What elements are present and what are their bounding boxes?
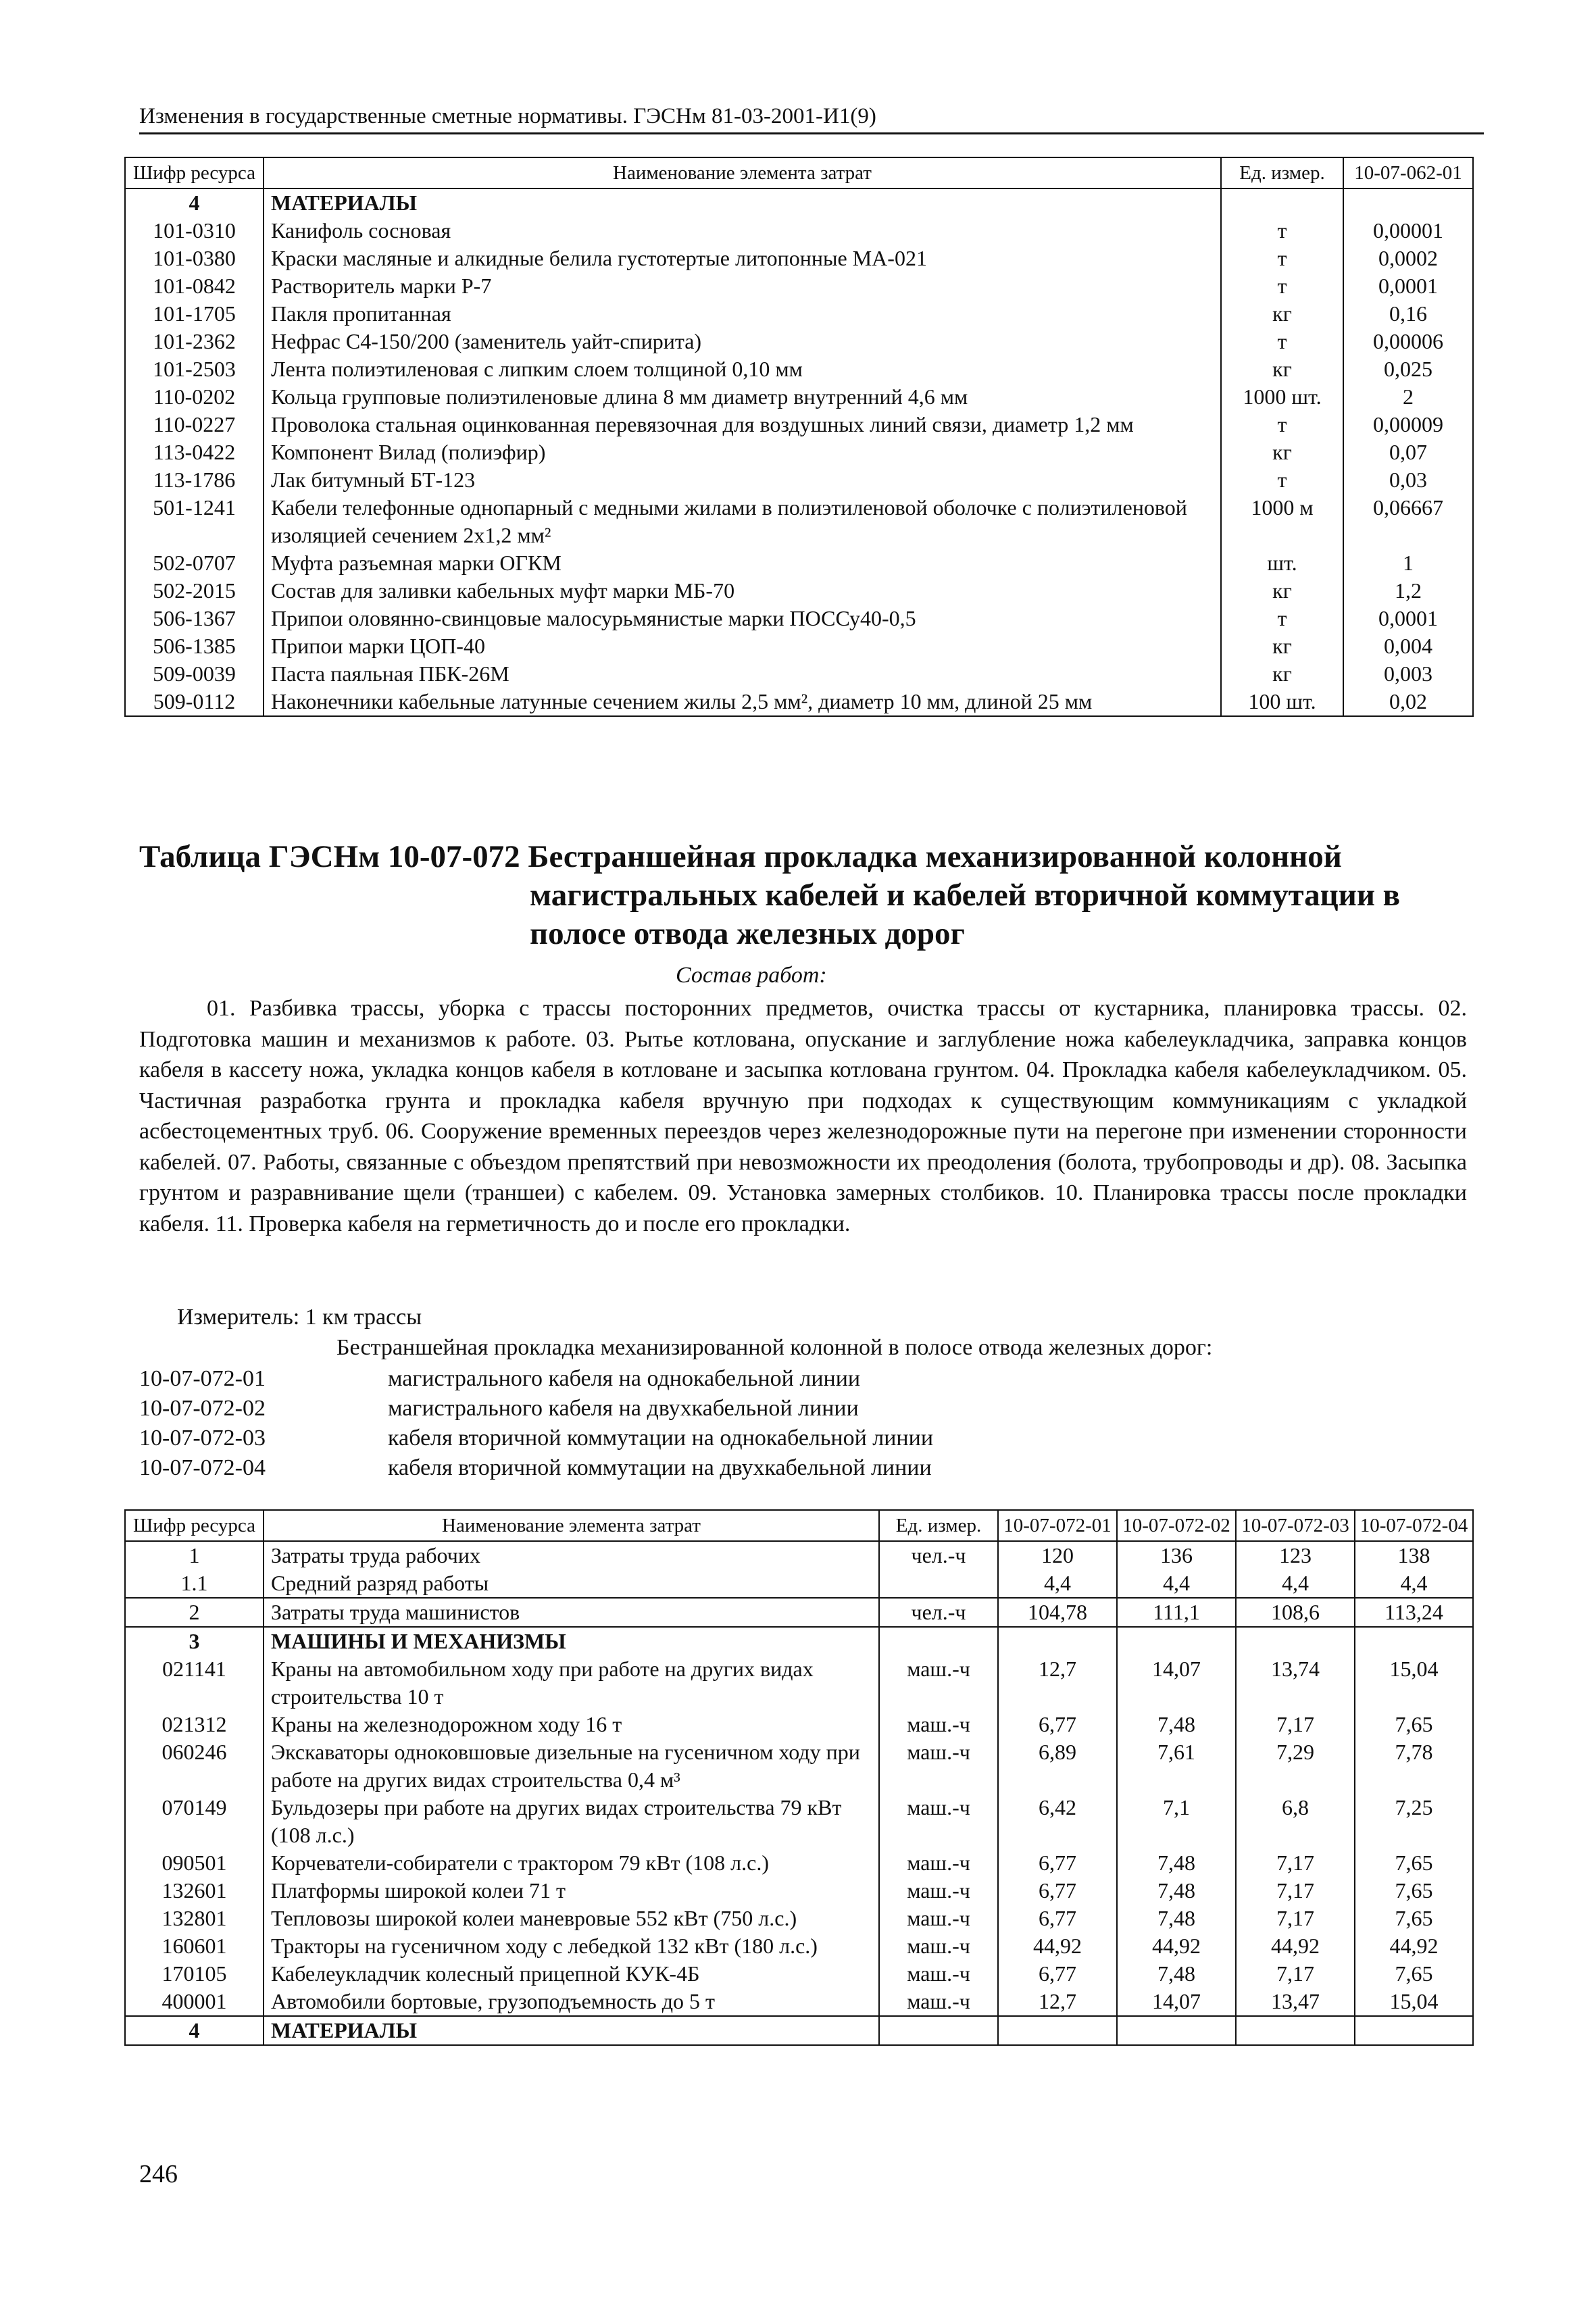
norm-value-03: 7,17 (1236, 1960, 1355, 1988)
norm-value-03: 4,4 (1236, 1569, 1355, 1598)
variant-line (139, 1453, 932, 1483)
resource-unit: маш.-ч (879, 1711, 998, 1738)
resource-code: 113-1786 (125, 466, 264, 494)
resource-name: Кольца групповые полиэтиленовые длина 8 мм диаметр внутренний 4,6 мм (264, 383, 1221, 411)
norm-value-01: 6,89 (998, 1738, 1117, 1794)
header-norm: 10-07-062-01 (1343, 157, 1473, 188)
resource-code: 132801 (125, 1905, 264, 1932)
resource-code: 4 (125, 2016, 264, 2045)
table-row (125, 1905, 1473, 1932)
resources-table-body (125, 1541, 1473, 2045)
table-row (125, 577, 1473, 605)
resource-code: 3 (125, 1627, 264, 1655)
norm-value-02 (1117, 1627, 1236, 1655)
resource-code: 021312 (125, 1711, 264, 1738)
norm-value-04: 7,25 (1355, 1794, 1473, 1849)
norm-value-02: 14,07 (1117, 1655, 1236, 1711)
resource-code: 132601 (125, 1877, 264, 1905)
table-row (125, 1932, 1473, 1960)
resource-unit: кг (1221, 577, 1343, 605)
header-code: Шифр ресурса (125, 157, 264, 188)
table-title-line-2: магистральных кабелей и кабелей вторичной коммутации в (530, 878, 1401, 913)
table-row (125, 1794, 1473, 1849)
resource-name: Тепловозы широкой колеи маневровые 552 кВт (750 л.с.) (264, 1905, 879, 1932)
table-row (125, 1627, 1473, 1655)
norm-value-03 (1236, 1627, 1355, 1655)
resource-unit (1221, 188, 1343, 217)
norm-value-03: 123 (1236, 1541, 1355, 1569)
table-row (125, 217, 1473, 245)
resource-name: Пакля пропитанная (264, 300, 1221, 328)
norm-value-04: 7,78 (1355, 1738, 1473, 1794)
norm-value-01 (998, 1627, 1117, 1655)
header-code: Шифр ресурса (125, 1510, 264, 1541)
norm-value-01: 120 (998, 1541, 1117, 1569)
table-row (125, 411, 1473, 438)
variant-line (139, 1424, 933, 1453)
resource-name: Припои марки ЦОП-40 (264, 632, 1221, 660)
norm-value-01: 6,77 (998, 1849, 1117, 1877)
composition-text: 01. Разбивка трассы, уборка с трассы посторонних предметов, очистка трассы от кустарника, планировка трассы. 02. Подготовка машин и механизмов к работе. 03. Рытье котлована, опускание и заглубление ножа кабелеукладчика, заправка концов кабеля в кассету ножа, укладка концов кабеля в котловане и засыпка котлована грунтом. 04. Прокладка кабеля кабелеукладчиком. 05. Частичная разработка грунта и прокладка кабеля вручную при подходах к существующим коммуникациям с укладкой асбестоцементных труб. 06. Сооружение временных переездов через железнодорожные пути на перегоне при изменении сторонности кабелей. 07. Работы, связанные с объездом препятствий при невозможности их преодоления (болота, трубопроводы и др). 08. Засыпка грунтом и разравнивание щели (траншеи) с кабелем. 09. Установка замерных столбиков. 10. Планировка трассы после прокладки кабеля. 11. Проверка кабеля на герметичность до и после его прокладки. (139, 996, 1467, 1236)
resource-code: 506-1367 (125, 605, 264, 632)
norm-value-01: 12,7 (998, 1988, 1117, 2016)
table-row (125, 1988, 1473, 2016)
variant-text: кабеля вторичной коммутации на однокабельной линии (388, 1426, 934, 1451)
table-row (125, 632, 1473, 660)
variants-intro: Бестраншейная прокладка механизированной колонной в полосе отвода железных дорог: (336, 1335, 1213, 1360)
table-row (125, 688, 1473, 716)
table-row (125, 1960, 1473, 1988)
norm-value-01: 6,77 (998, 1905, 1117, 1932)
variant-code: 10-07-072-01 (139, 1366, 266, 1391)
resource-code: 501-1241 (125, 494, 264, 549)
resource-code: 509-0039 (125, 660, 264, 688)
norm-value-01: 104,78 (998, 1598, 1117, 1627)
resource-code: 113-0422 (125, 438, 264, 466)
resource-name: Растворитель марки Р-7 (264, 272, 1221, 300)
table-title-line-1: Таблица ГЭСНм 10-07-072 Бестраншейная прокладка механизированной колонной (139, 839, 1342, 874)
resource-code: 400001 (125, 1988, 264, 2016)
norm-value-04: 44,92 (1355, 1932, 1473, 1960)
resource-name: Наконечники кабельные латунные сечением жилы 2,5 мм², диаметр 10 мм, длиной 25 мм (264, 688, 1221, 716)
resource-code: 2 (125, 1598, 264, 1627)
resource-unit: маш.-ч (879, 1877, 998, 1905)
resource-unit: 100 шт. (1221, 688, 1343, 716)
norm-value-03: 13,74 (1236, 1655, 1355, 1711)
variant-text: кабеля вторичной коммутации на двухкабельной линии (388, 1455, 932, 1480)
resource-code: 101-0380 (125, 245, 264, 272)
resource-value: 0,0001 (1343, 605, 1473, 632)
norm-value-04 (1355, 1627, 1473, 1655)
table-row (125, 272, 1473, 300)
norm-value-03: 7,17 (1236, 1905, 1355, 1932)
norm-value-04: 7,65 (1355, 1877, 1473, 1905)
table-row (125, 1849, 1473, 1877)
norm-value-02: 7,48 (1117, 1877, 1236, 1905)
variant-code: 10-07-072-02 (139, 1396, 266, 1421)
resource-value: 1,2 (1343, 577, 1473, 605)
resource-unit: кг (1221, 355, 1343, 383)
norm-value-03: 108,6 (1236, 1598, 1355, 1627)
norm-value-03: 6,8 (1236, 1794, 1355, 1849)
resource-name: Тракторы на гусеничном ходу с лебедкой 132 кВт (180 л.с.) (264, 1932, 879, 1960)
resource-value: 0,00009 (1343, 411, 1473, 438)
resource-value: 0,16 (1343, 300, 1473, 328)
resource-unit: т (1221, 605, 1343, 632)
resource-name: Платформы широкой колеи 71 т (264, 1877, 879, 1905)
header-norm-02: 10-07-072-02 (1117, 1510, 1236, 1541)
norm-value-02: 7,48 (1117, 1905, 1236, 1932)
resource-unit: т (1221, 245, 1343, 272)
table-row (125, 2016, 1473, 2045)
norm-value-04: 15,04 (1355, 1988, 1473, 2016)
norm-value-01: 6,42 (998, 1794, 1117, 1849)
table-row (125, 1738, 1473, 1794)
norm-value-04: 7,65 (1355, 1905, 1473, 1932)
resource-name: Краны на железнодорожном ходу 16 т (264, 1711, 879, 1738)
table-row (125, 245, 1473, 272)
norm-value-02: 44,92 (1117, 1932, 1236, 1960)
table-row (125, 1711, 1473, 1738)
resource-name: Средний разряд работы (264, 1569, 879, 1598)
table-row (125, 438, 1473, 466)
resource-unit: кг (1221, 660, 1343, 688)
resource-unit: чел.-ч (879, 1541, 998, 1569)
resource-code: 090501 (125, 1849, 264, 1877)
resource-name: Проволока стальная оцинкованная перевязочная для воздушных линий связи, диаметр 1,2 мм (264, 411, 1221, 438)
norm-value-03: 44,92 (1236, 1932, 1355, 1960)
table-row (125, 383, 1473, 411)
table-row (125, 605, 1473, 632)
resource-name: Краски масляные и алкидные белила густотертые литопонные МА-021 (264, 245, 1221, 272)
resource-unit: кг (1221, 632, 1343, 660)
resource-unit: маш.-ч (879, 1905, 998, 1932)
norm-value-01: 6,77 (998, 1960, 1117, 1988)
norm-value-02 (1117, 2016, 1236, 2045)
resource-value: 0,00001 (1343, 217, 1473, 245)
resource-code: 101-0310 (125, 217, 264, 245)
norm-value-02: 111,1 (1117, 1598, 1236, 1627)
resource-code: 060246 (125, 1738, 264, 1794)
resource-code: 101-2503 (125, 355, 264, 383)
header-unit: Ед. измер. (879, 1510, 998, 1541)
resource-unit: маш.-ч (879, 1960, 998, 1988)
norm-value-02: 7,61 (1117, 1738, 1236, 1794)
norm-value-02: 7,48 (1117, 1960, 1236, 1988)
resource-unit: т (1221, 217, 1343, 245)
resource-code: 502-2015 (125, 577, 264, 605)
resource-code: 160601 (125, 1932, 264, 1960)
norm-value-01: 44,92 (998, 1932, 1117, 1960)
table-row (125, 494, 1473, 549)
measure-unit: Измеритель: 1 км трассы (177, 1305, 422, 1330)
resource-code: 101-1705 (125, 300, 264, 328)
norm-value-01: 6,77 (998, 1711, 1117, 1738)
resource-name: Компонент Вилад (полиэфир) (264, 438, 1221, 466)
resource-name: МАШИНЫ И МЕХАНИЗМЫ (264, 1627, 879, 1655)
norm-value-01: 6,77 (998, 1877, 1117, 1905)
resource-name: Лак битумный БТ-123 (264, 466, 1221, 494)
resource-value: 0,003 (1343, 660, 1473, 688)
norm-value-01: 4,4 (998, 1569, 1117, 1598)
resource-name: Припои оловянно-свинцовые малосурьмянистые марки ПОССу40-0,5 (264, 605, 1221, 632)
resource-value: 0,03 (1343, 466, 1473, 494)
resource-unit (879, 1569, 998, 1598)
header-norm-04: 10-07-072-04 (1355, 1510, 1473, 1541)
norm-value-02: 7,48 (1117, 1711, 1236, 1738)
table-row (125, 466, 1473, 494)
table-row (125, 355, 1473, 383)
table-row (125, 300, 1473, 328)
norm-value-02: 136 (1117, 1541, 1236, 1569)
table-title (139, 838, 1477, 953)
variant-code: 10-07-072-03 (139, 1426, 266, 1451)
norm-value-04: 15,04 (1355, 1655, 1473, 1711)
resource-unit: кг (1221, 438, 1343, 466)
header-norm-01: 10-07-072-01 (998, 1510, 1117, 1541)
variant-line (139, 1364, 860, 1394)
header-unit: Ед. измер. (1221, 157, 1343, 188)
resource-value: 0,02 (1343, 688, 1473, 716)
norm-value-03 (1236, 2016, 1355, 2045)
resources-table-072 (124, 1509, 1474, 2046)
resource-code: 4 (125, 188, 264, 217)
resource-code: 021141 (125, 1655, 264, 1711)
variant-code: 10-07-072-04 (139, 1455, 266, 1480)
resource-unit: чел.-ч (879, 1598, 998, 1627)
resource-name: Канифоль сосновая (264, 217, 1221, 245)
table-row (125, 1655, 1473, 1711)
resource-code: 509-0112 (125, 688, 264, 716)
resource-unit: кг (1221, 300, 1343, 328)
norm-value-04: 113,24 (1355, 1598, 1473, 1627)
resource-unit: 1000 шт. (1221, 383, 1343, 411)
resource-value (1343, 188, 1473, 217)
norm-value-01 (998, 2016, 1117, 2045)
norm-value-04: 4,4 (1355, 1569, 1473, 1598)
header-name: Наименование элемента затрат (264, 157, 1221, 188)
table-title-line-3: полосе отвода железных дорог (530, 916, 965, 951)
resource-unit: шт. (1221, 549, 1343, 577)
table-row (125, 1598, 1473, 1627)
resource-value: 0,025 (1343, 355, 1473, 383)
resource-unit: маш.-ч (879, 1849, 998, 1877)
variant-text: магистрального кабеля на однокабельной линии (388, 1366, 861, 1391)
resource-name: Экскаваторы одноковшовые дизельные на гусеничном ходу при работе на других видах строительства 0,4 м³ (264, 1738, 879, 1794)
resource-value: 0,004 (1343, 632, 1473, 660)
resource-unit: 1000 м (1221, 494, 1343, 549)
norm-value-04: 7,65 (1355, 1960, 1473, 1988)
resource-value: 0,06667 (1343, 494, 1473, 549)
composition-heading: Состав работ: (676, 963, 827, 988)
resource-unit: маш.-ч (879, 1932, 998, 1960)
resource-unit: т (1221, 411, 1343, 438)
resource-value: 0,0001 (1343, 272, 1473, 300)
resource-value: 2 (1343, 383, 1473, 411)
resource-name: Краны на автомобильном ходу при работе на других видах строительства 10 т (264, 1655, 879, 1711)
table-row (125, 328, 1473, 355)
resource-code: 502-0707 (125, 549, 264, 577)
resource-unit: т (1221, 272, 1343, 300)
norm-value-03: 7,29 (1236, 1738, 1355, 1794)
norm-value-04: 7,65 (1355, 1711, 1473, 1738)
resource-name: МАТЕРИАЛЫ (264, 188, 1221, 217)
resource-code: 110-0227 (125, 411, 264, 438)
resource-unit (879, 1627, 998, 1655)
resource-code: 1.1 (125, 1569, 264, 1598)
resource-unit (879, 2016, 998, 2045)
resource-name: Состав для заливки кабельных муфт марки МБ-70 (264, 577, 1221, 605)
resource-unit: маш.-ч (879, 1794, 998, 1849)
table-header-row (125, 1510, 1473, 1541)
header-norm-03: 10-07-072-03 (1236, 1510, 1355, 1541)
resource-name: Затраты труда рабочих (264, 1541, 879, 1569)
norm-value-02: 14,07 (1117, 1988, 1236, 2016)
table-row (125, 660, 1473, 688)
resource-name: Муфта разъемная марки ОГКМ (264, 549, 1221, 577)
resource-value: 1 (1343, 549, 1473, 577)
resource-name: Корчеватели-собиратели с трактором 79 кВт (108 л.с.) (264, 1849, 879, 1877)
table-row (125, 549, 1473, 577)
materials-table-body (125, 188, 1473, 716)
resource-value: 0,0002 (1343, 245, 1473, 272)
resource-name: Автомобили бортовые, грузоподъемность до 5 т (264, 1988, 879, 2016)
resource-code: 101-2362 (125, 328, 264, 355)
variant-line (139, 1394, 859, 1424)
table-row (125, 1569, 1473, 1598)
page-number: 246 (139, 2160, 178, 2188)
table-header-row (125, 157, 1473, 188)
resource-name: МАТЕРИАЛЫ (264, 2016, 879, 2045)
resource-code: 110-0202 (125, 383, 264, 411)
resource-name: Кабелеукладчик колесный прицепной КУК-4Б (264, 1960, 879, 1988)
resource-unit: маш.-ч (879, 1988, 998, 2016)
norm-value-03: 7,17 (1236, 1877, 1355, 1905)
resource-name: Затраты труда машинистов (264, 1598, 879, 1627)
table-row (125, 1877, 1473, 1905)
norm-value-04: 138 (1355, 1541, 1473, 1569)
resource-code: 1 (125, 1541, 264, 1569)
resource-unit: маш.-ч (879, 1738, 998, 1794)
table-row (125, 1541, 1473, 1569)
norm-value-02: 7,48 (1117, 1849, 1236, 1877)
norm-value-03: 13,47 (1236, 1988, 1355, 2016)
header-name: Наименование элемента затрат (264, 1510, 879, 1541)
resource-name: Нефрас С4-150/200 (заменитель уайт-спирита) (264, 328, 1221, 355)
resource-code: 070149 (125, 1794, 264, 1849)
resource-code: 506-1385 (125, 632, 264, 660)
norm-value-04: 7,65 (1355, 1849, 1473, 1877)
norm-value-03: 7,17 (1236, 1711, 1355, 1738)
resource-unit: маш.-ч (879, 1655, 998, 1711)
table-row (125, 188, 1473, 217)
materials-table-062 (124, 157, 1474, 717)
norm-value-01: 12,7 (998, 1655, 1117, 1711)
norm-value-04 (1355, 2016, 1473, 2045)
resource-unit: т (1221, 328, 1343, 355)
norm-value-03: 7,17 (1236, 1849, 1355, 1877)
norm-value-02: 4,4 (1117, 1569, 1236, 1598)
resource-name: Кабели телефонные однопарный с медными жилами в полиэтиленовой оболочке с полиэтиленовой изоляцией сечением 2х1,2 мм² (264, 494, 1221, 549)
resource-name: Паста паяльная ПБК-26М (264, 660, 1221, 688)
resource-value: 0,07 (1343, 438, 1473, 466)
resource-value: 0,00006 (1343, 328, 1473, 355)
norm-value-02: 7,1 (1117, 1794, 1236, 1849)
resource-name: Лента полиэтиленовая с липким слоем толщиной 0,10 мм (264, 355, 1221, 383)
variant-text: магистрального кабеля на двухкабельной линии (388, 1396, 859, 1421)
resource-code: 101-0842 (125, 272, 264, 300)
resource-name: Бульдозеры при работе на других видах строительства 79 кВт (108 л.с.) (264, 1794, 879, 1849)
running-header: Изменения в государственные сметные нормативы. ГЭСНм 81-03-2001-И1(9) (139, 103, 1484, 134)
resource-unit: т (1221, 466, 1343, 494)
resource-code: 170105 (125, 1960, 264, 1988)
